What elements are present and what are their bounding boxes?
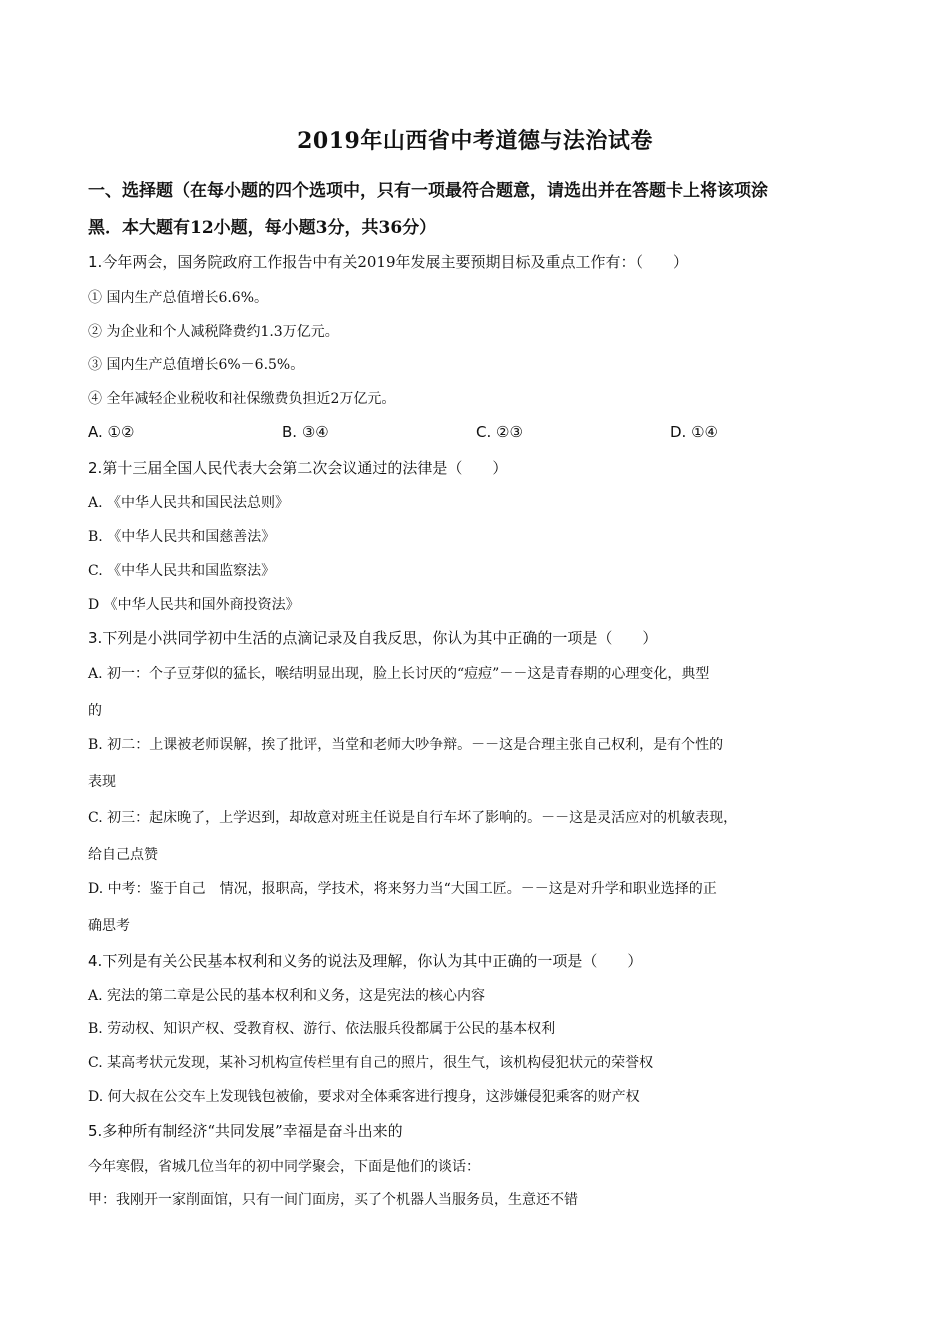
question-number: 3. xyxy=(88,629,103,647)
question-4-option-a[interactable]: A. 宪法的第二章是公民的基本权利和义务，这是宪法的核心内容 xyxy=(88,988,486,1004)
question-2-option-b[interactable]: B. 《中华人民共和国慈善法》 xyxy=(88,529,276,545)
question-3-option-b[interactable]: B. 初二：上课被老师误解，挨了批评，当堂和老师大吵争辩。－－这是合理主张自己权利，是有个性的 xyxy=(88,737,724,753)
choice-text: ①② xyxy=(107,423,135,441)
question-text: 多种所有制经济“共同发展”幸福是奋斗出来的 xyxy=(102,1122,403,1140)
question-5-dialogue: 甲：我刚开一家削面馆，只有一间门面房，买了个机器人当服务员，生意还不错 xyxy=(88,1192,578,1208)
section-heading-line-1: 一、选择题（在每小题的四个选项中，只有一项最符合题意，请选出并在答题卡上将该项涂 xyxy=(88,181,768,201)
question-2-option-c[interactable]: C. 《中华人民共和国监察法》 xyxy=(88,563,276,579)
question-3-option-d[interactable]: D. 中考：鉴于自己 情况，报职高，学技术，将来努力当“大国工匠。－－这是对升学和职业选择的正 xyxy=(88,881,717,897)
question-4-option-d[interactable]: D. 何大叔在公交车上发现钱包被偷，要求对全体乘客进行搜身，这涉嫌侵犯乘客的财产权 xyxy=(88,1089,640,1105)
question-5-stem xyxy=(88,1121,403,1141)
question-1-item-1: ① 国内生产总值增长6.6%。 xyxy=(88,290,269,306)
choice-d[interactable] xyxy=(670,423,718,441)
choice-letter: B. xyxy=(282,423,298,441)
question-3-option-d-cont: 确思考 xyxy=(88,918,130,934)
question-number: 5. xyxy=(88,1122,103,1140)
choice-text: ①④ xyxy=(691,423,719,441)
page-title: 2019年山西省中考道德与法治试卷 xyxy=(297,128,653,154)
choice-text: ③④ xyxy=(301,423,329,441)
question-3-option-b-cont: 表现 xyxy=(88,774,116,790)
question-5-context: 今年寒假，省城几位当年的初中同学聚会，下面是他们的谈话： xyxy=(88,1159,480,1175)
choice-letter: D. xyxy=(670,423,687,441)
question-3-option-c-cont: 给自己点赞 xyxy=(88,847,158,863)
question-text: 下列是有关公民基本权利和义务的说法及理解，你认为其中正确的一项是（ ） xyxy=(102,952,643,970)
question-1-item-2: ② 为企业和个人减税降费约1.3万亿元。 xyxy=(88,324,339,340)
question-3-option-a-cont: 的 xyxy=(88,703,102,719)
question-text: 第十三届全国人民代表大会第二次会议通过的法律是（ ） xyxy=(102,459,508,477)
question-text: 今年两会，国务院政府工作报告中有关2019年发展主要预期目标及重点工作有：（ ） xyxy=(102,253,688,271)
question-2-option-d[interactable]: D 《中华人民共和国外商投资法》 xyxy=(88,597,300,613)
question-1-choices xyxy=(88,423,848,445)
choice-letter: A. xyxy=(88,423,103,441)
section-heading-line-2: 黑．本大题有12小题，每小题3分，共36分） xyxy=(88,218,437,238)
question-4-option-b[interactable]: B. 劳动权、知识产权、受教育权、游行、依法服兵役都属于公民的基本权利 xyxy=(88,1021,556,1037)
question-3-option-a[interactable]: A. 初一：个子豆芽似的猛长，喉结明显出现，脸上长讨厌的“痘痘”－－这是青春期的心理变化，典型 xyxy=(88,666,710,682)
question-number: 2. xyxy=(88,459,103,477)
choice-text: ②③ xyxy=(496,423,523,441)
question-1-stem xyxy=(88,252,688,272)
question-3-stem xyxy=(88,628,657,648)
question-2-option-a[interactable]: A. 《中华人民共和国民法总则》 xyxy=(88,495,290,511)
question-1-item-4: ④ 全年减轻企业税收和社保缴费负担近2万亿元。 xyxy=(88,391,396,407)
choice-c[interactable] xyxy=(476,423,523,441)
question-2-stem xyxy=(88,458,507,478)
question-3-option-c[interactable]: C. 初三：起床晚了，上学迟到，却故意对班主任说是自行车坏了影响的。－－这是灵活应对的机敏表现， xyxy=(88,810,738,826)
question-number: 4. xyxy=(88,952,103,970)
choice-letter: C. xyxy=(476,423,492,441)
question-number: 1. xyxy=(88,253,103,271)
question-1-item-3: ③ 国内生产总值增长6%－6.5%。 xyxy=(88,357,305,373)
question-4-stem xyxy=(88,951,642,971)
choice-b[interactable] xyxy=(282,423,329,441)
choice-a[interactable] xyxy=(88,423,134,441)
question-text: 下列是小洪同学初中生活的点滴记录及自我反思，你认为其中正确的一项是（ ） xyxy=(102,629,658,647)
question-4-option-c[interactable]: C. 某高考状元发现，某补习机构宣传栏里有自己的照片，很生气，该机构侵犯状元的荣誉权 xyxy=(88,1055,654,1071)
